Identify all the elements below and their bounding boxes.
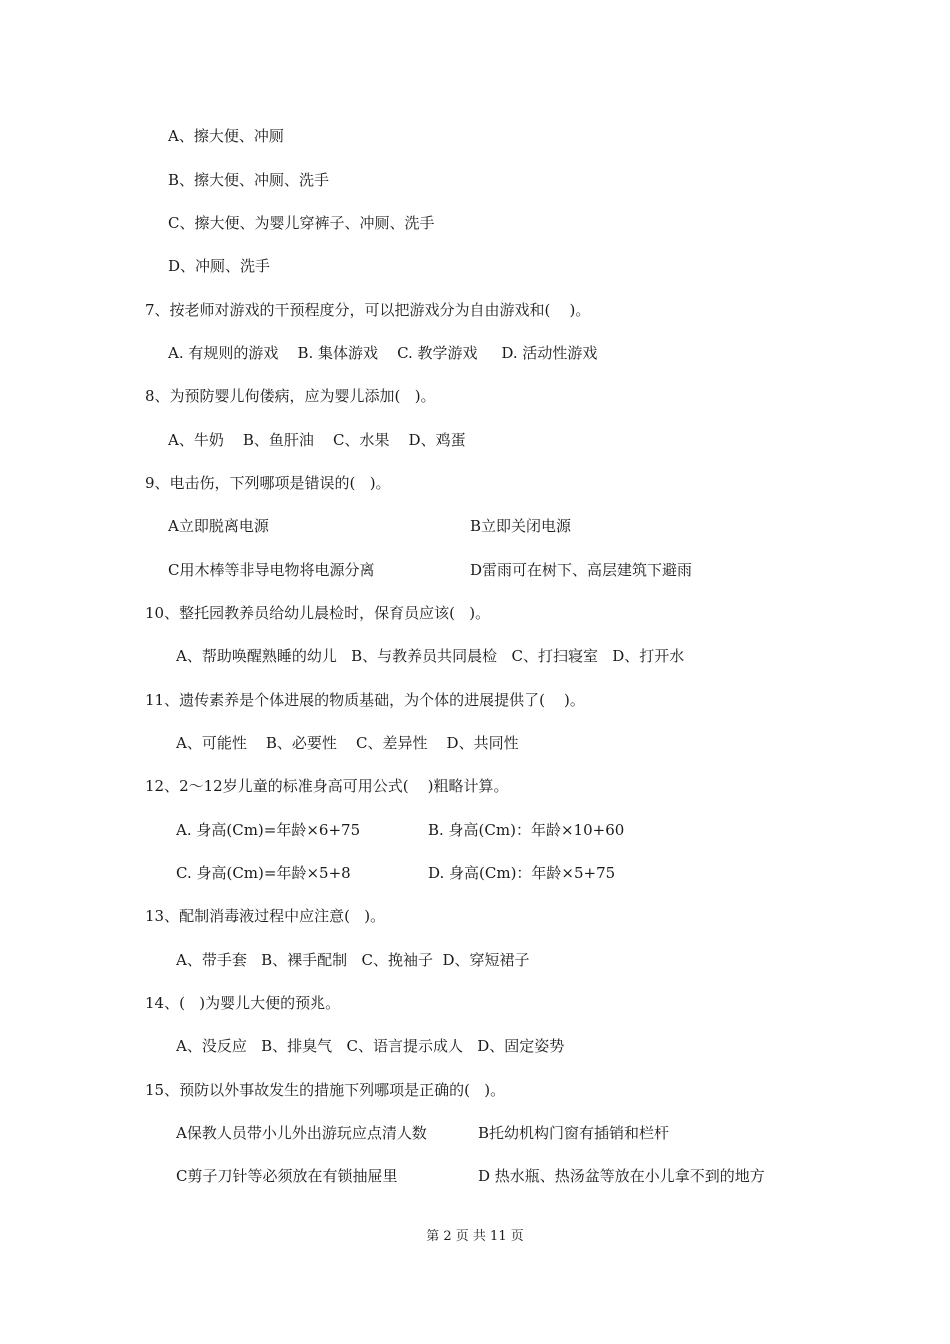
option-15b: B托幼机构门窗有插销和栏杆 [478,1124,670,1142]
question-10: 10、整托园教养员给幼儿晨检时，保育员应该( )。 [145,604,491,622]
option-9a: A立即脱离电源 [168,517,269,535]
option-12b: B. 身高(Cm)：年龄×10+60 [428,821,625,839]
option-6a: A、擦大便、冲厕 [168,127,284,145]
option-9d: D雷雨可在树下、高层建筑下避雨 [470,561,693,579]
question-13: 13、配制消毒液过程中应注意( )。 [145,907,386,925]
option-12a: A. 身高(Cm)=年龄×6+75 [176,821,361,839]
question-12: 12、2～12岁儿童的标准身高可用公式( )粗略计算。 [145,777,509,795]
option-6c: C、擦大便、为婴儿穿裤子、冲厕、洗手 [168,214,435,232]
option-15a: A保教人员带小儿外出游玩应点清人数 [176,1124,427,1142]
option-15c: C剪子刀针等必须放在有锁抽屉里 [176,1167,398,1185]
options-14: A、没反应 B、排臭气 C、语言提示成人 D、固定姿势 [176,1037,565,1055]
options-10: A、帮助唤醒熟睡的幼儿 B、与教养员共同晨检 C、打扫寝室 D、打开水 [176,647,685,665]
option-15d: D 热水瓶、热汤盆等放在小儿拿不到的地方 [478,1167,765,1185]
options-7: A. 有规则的游戏 B. 集体游戏 C. 教学游戏 D. 活动性游戏 [168,344,598,362]
question-14: 14、( )为婴儿大便的预兆。 [145,994,341,1012]
option-12c: C. 身高(Cm)=年龄×5+8 [176,864,351,882]
question-9: 9、电击伤，下列哪项是错误的( )。 [145,474,391,492]
option-6d: D、冲厕、洗手 [168,257,271,275]
page-footer: 第 2 页 共 11 页 [426,1229,524,1244]
options-11: A、可能性 B、必要性 C、差异性 D、共同性 [176,734,519,752]
option-9c: C用木棒等非导电物将电源分离 [168,561,375,579]
options-13: A、带手套 B、裸手配制 C、挽袖子 D、穿短裙子 [176,951,530,969]
option-12d: D. 身高(Cm)：年龄×5+75 [428,864,616,882]
question-7: 7、按老师对游戏的干预程度分，可以把游戏分为自由游戏和( )。 [145,301,591,319]
question-11: 11、遗传素养是个体进展的物质基础，为个体的进展提供了( )。 [145,691,585,709]
question-8: 8、为预防婴儿佝偻病，应为婴儿添加( )。 [145,387,436,405]
question-15: 15、预防以外事故发生的措施下列哪项是正确的( )。 [145,1081,506,1099]
option-9b: B立即关闭电源 [470,517,572,535]
option-6b: B、擦大便、冲厕、洗手 [168,171,330,189]
options-8: A、牛奶 B、鱼肝油 C、水果 D、鸡蛋 [168,431,466,449]
